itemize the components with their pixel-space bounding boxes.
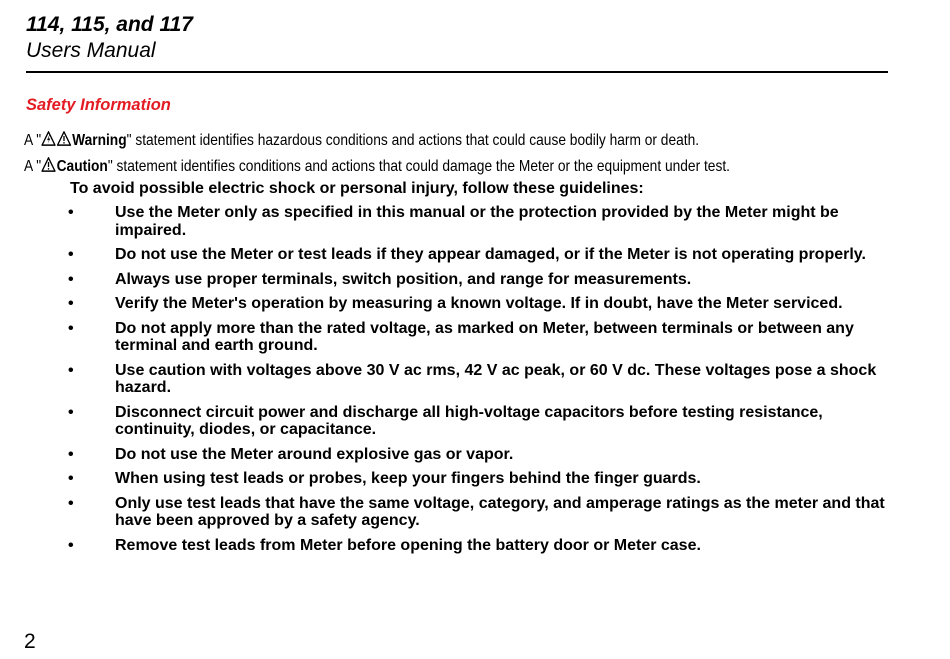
header-divider — [26, 71, 888, 73]
shock-hazard-icon — [41, 131, 56, 146]
guideline-text: Disconnect circuit power and discharge all high-voltage capacitors before testing resistance, continuity, diodes, or capacitance. — [115, 403, 823, 438]
bullet: • — [68, 494, 74, 512]
list-item — [68, 446, 888, 464]
statement-definitions — [24, 128, 845, 180]
bullet: • — [68, 270, 74, 288]
bullet: • — [68, 536, 74, 554]
bullet: • — [68, 319, 74, 337]
statement-text: " statement identifies conditions and actions that could damage the Meter or the equipment under test. — [107, 158, 730, 175]
list-item — [68, 246, 888, 264]
guideline-text: Do not use the Meter around explosive gas or vapor. — [115, 445, 514, 463]
list-item — [68, 537, 888, 555]
guideline-text: Use the Meter only as specified in this manual or the protection provided by the Meter might be impaired. — [115, 204, 839, 239]
page-number: 2 — [24, 630, 36, 653]
list-item — [68, 362, 888, 397]
list-item — [68, 470, 888, 488]
statement-text: " statement identifies hazardous conditions and actions that could cause bodily harm or death. — [126, 132, 700, 149]
guideline-text: Remove test leads from Meter before opening the battery door or Meter case. — [115, 536, 701, 554]
guidelines-intro: To avoid possible electric shock or personal injury, follow these guidelines: — [70, 180, 644, 197]
caution-statement — [24, 154, 730, 180]
guideline-text: Only use test leads that have the same voltage, category, and amperage ratings as the meter and that have been approved by a safety agency. — [115, 494, 885, 529]
bullet: • — [68, 295, 74, 312]
list-item — [68, 295, 888, 313]
list-item — [68, 404, 888, 439]
list-item — [68, 271, 888, 289]
manual-title: Users Manual — [26, 39, 156, 62]
guideline-text: When using test leads or probes, keep your fingers behind the finger guards. — [115, 470, 701, 487]
bullet: • — [68, 470, 74, 487]
bullet: • — [68, 246, 74, 263]
statement-keyword: Warning — [72, 132, 127, 149]
bullet: • — [68, 204, 74, 221]
warning-statement — [24, 128, 730, 154]
statement-prefix: A " — [24, 132, 42, 149]
guideline-text: Always use proper terminals, switch position, and range for measurements. — [115, 270, 692, 288]
list-item — [68, 320, 888, 355]
model-title: 114, 115, and 117 — [26, 13, 193, 36]
warning-triangle-icon — [57, 131, 72, 146]
bullet: • — [68, 445, 74, 463]
bullet: • — [68, 403, 74, 421]
list-item — [68, 204, 888, 239]
statement-keyword: Caution — [56, 158, 108, 175]
bullet: • — [68, 361, 74, 379]
guideline-text: Use caution with voltages above 30 V ac rms, 42 V ac peak, or 60 V dc. These voltages pose a shock hazard. — [115, 361, 877, 396]
list-item — [68, 495, 888, 530]
section-title: Safety Information — [26, 96, 171, 114]
guidelines-list — [68, 204, 888, 561]
guideline-text: Do not use the Meter or test leads if they appear damaged, or if the Meter is not operating properly. — [115, 246, 866, 263]
page-header — [26, 12, 193, 64]
statement-prefix: A " — [24, 158, 42, 175]
guideline-text: Verify the Meter's operation by measuring a known voltage. If in doubt, have the Meter serviced. — [115, 295, 843, 312]
warning-triangle-icon — [41, 157, 56, 172]
guideline-text: Do not apply more than the rated voltage, as marked on Meter, between terminals or between any terminal and earth ground. — [115, 319, 854, 354]
